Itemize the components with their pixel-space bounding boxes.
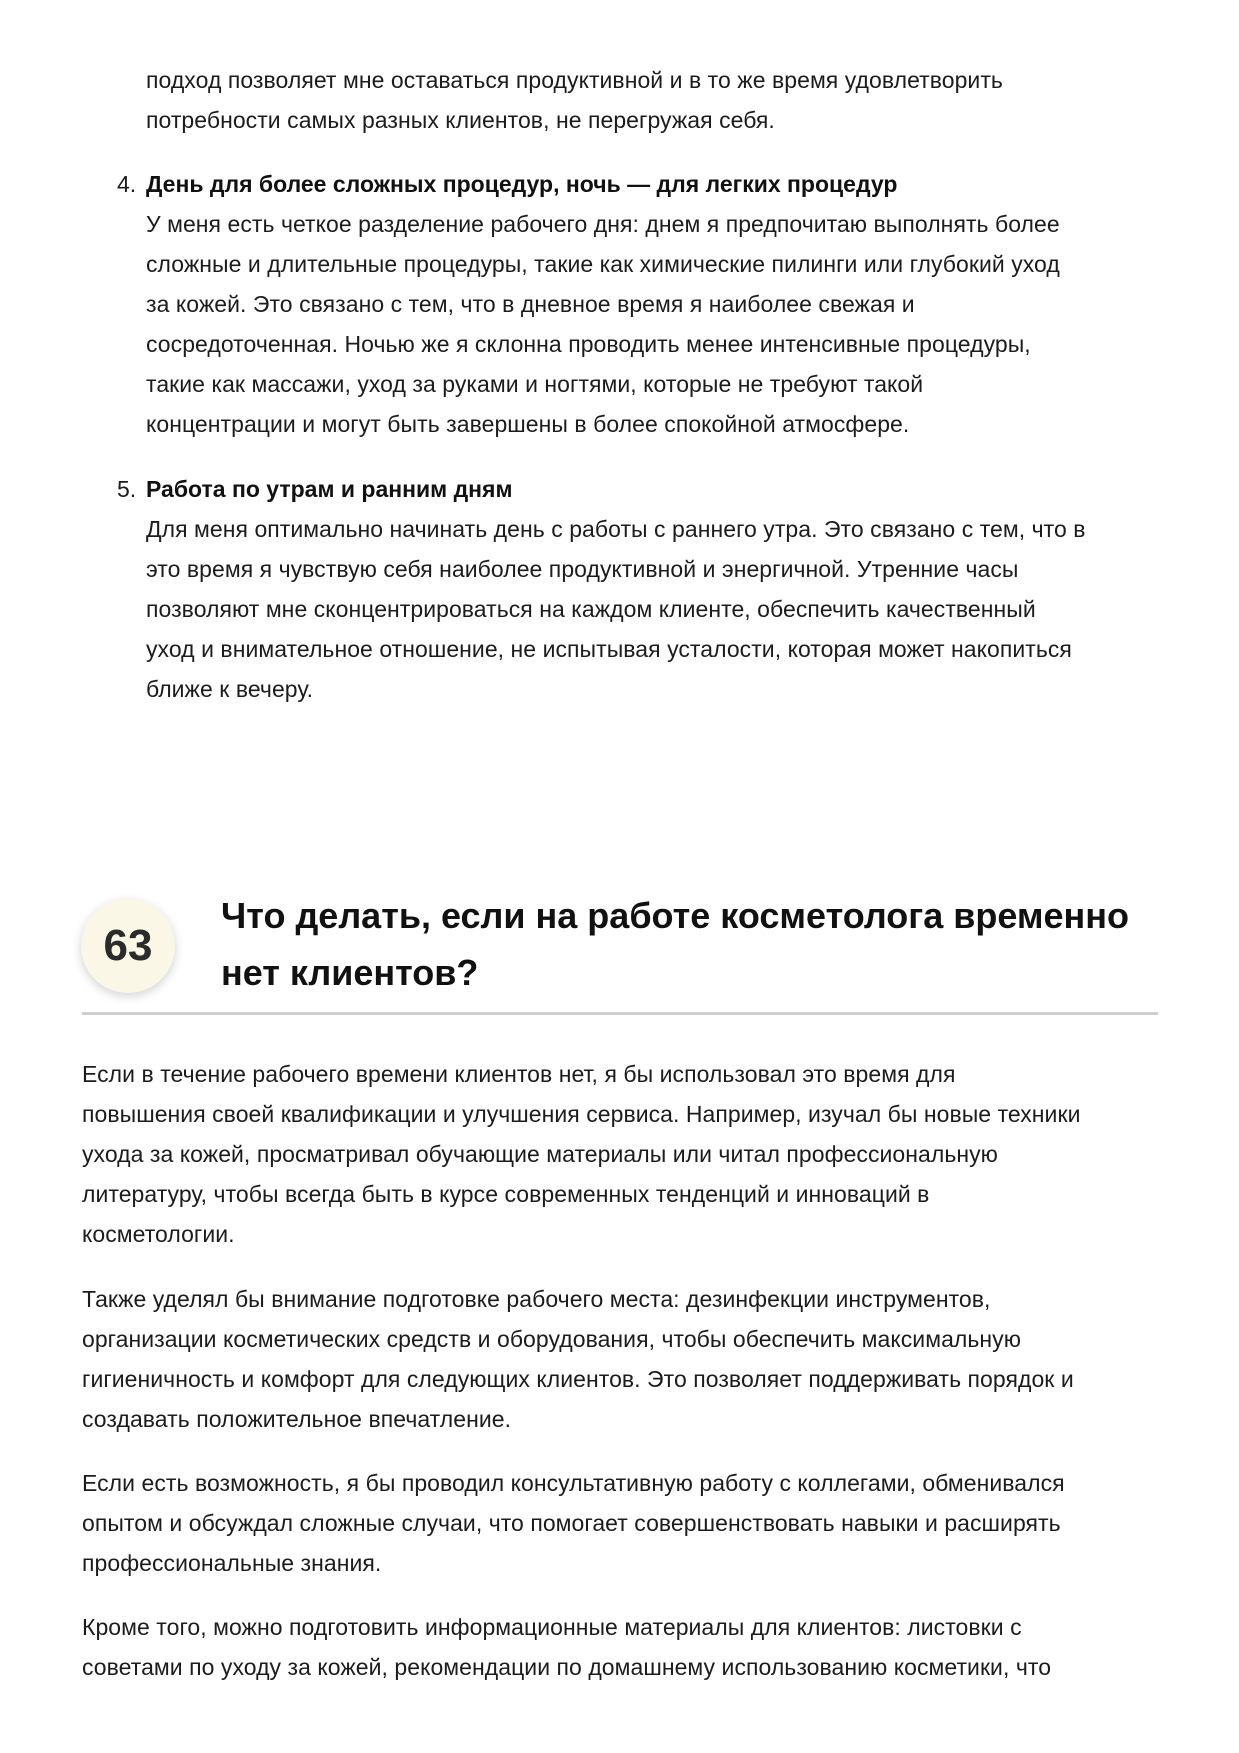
text-line: У меня есть четкое разделение рабочего дня: днем я предпочитаю выполнять более bbox=[146, 211, 1060, 237]
text-line: за кожей. Это связано с тем, что в дневное время я наиболее свежая и bbox=[146, 291, 915, 317]
text-line: подход позволяет мне оставаться продуктивной и в то же время удовлетворить bbox=[146, 67, 1003, 93]
text-line: уход и внимательное отношение, не испытывая усталости, которая может накопиться bbox=[146, 636, 1072, 662]
text-line: повышения своей квалификации и улучшения сервиса. Например, изучал бы новые техники bbox=[82, 1101, 1081, 1127]
text-line: Если в течение рабочего времени клиентов нет, я бы использовал это время для bbox=[82, 1061, 956, 1087]
text-line: это время я чувствую себя наиболее продуктивной и энергичной. Утренние часы bbox=[146, 556, 1019, 582]
text-line: Кроме того, можно подготовить информационные материалы для клиентов: листовки с bbox=[82, 1614, 1022, 1640]
text-line: гигиеничность и комфорт для следующих клиентов. Это позволяет поддерживать порядок и bbox=[82, 1366, 1074, 1392]
question-title-line: Что делать, если на работе косметолога временно bbox=[221, 895, 1130, 936]
list-item-title: Работа по утрам и ранним дням bbox=[146, 476, 513, 502]
list-number: 4. bbox=[117, 171, 137, 197]
text-line: советами по уходу за кожей, рекомендации по домашнему использованию косметики, что bbox=[82, 1654, 1052, 1680]
text-line: организации косметических средств и оборудования, чтобы обеспечить максимальную bbox=[82, 1326, 1022, 1352]
text-line: Для меня оптимально начинать день с работы с раннего утра. Это связано с тем, что в bbox=[146, 516, 1086, 542]
text-line: косметологии. bbox=[82, 1221, 235, 1247]
text-line: ближе к вечеру. bbox=[146, 676, 314, 702]
text-line: такие как массажи, уход за руками и ногтями, которые не требуют такой bbox=[146, 371, 924, 397]
text-line: позволяют мне сконцентрироваться на каждом клиенте, обеспечить качественный bbox=[146, 596, 1036, 622]
text-line: литературу, чтобы всегда быть в курсе современных тенденций и инноваций в bbox=[82, 1181, 930, 1207]
text-line: сложные и длительные процедуры, такие как химические пилинги или глубокий уход bbox=[146, 251, 1060, 277]
list-item-title: День для более сложных процедур, ночь — для легких процедур bbox=[146, 171, 898, 197]
question-number-badge: 63 bbox=[81, 899, 175, 993]
text-line: сосредоточенная. Ночью же я склонна проводить менее интенсивные процедуры, bbox=[146, 331, 1031, 357]
text-line: опытом и обсуждал сложные случаи, что помогает совершенствовать навыки и расширять bbox=[82, 1510, 1061, 1536]
text-line: создавать положительное впечатление. bbox=[82, 1406, 512, 1432]
heading-divider bbox=[82, 1012, 1158, 1015]
text-line: Если есть возможность, я бы проводил консультативную работу с коллегами, обменивался bbox=[82, 1470, 1065, 1496]
text-line: профессиональные знания. bbox=[82, 1550, 382, 1576]
text-line: потребности самых разных клиентов, не перегружая себя. bbox=[146, 107, 775, 133]
text-line: Также уделял бы внимание подготовке рабочего места: дезинфекции инструментов, bbox=[82, 1286, 991, 1312]
question-title-line: нет клиентов? bbox=[221, 952, 479, 993]
list-number: 5. bbox=[117, 476, 137, 502]
text-line: концентрации и могут быть завершены в более спокойной атмосфере. bbox=[146, 411, 910, 437]
text-line: ухода за кожей, просматривал обучающие материалы или читал профессиональную bbox=[82, 1141, 998, 1167]
